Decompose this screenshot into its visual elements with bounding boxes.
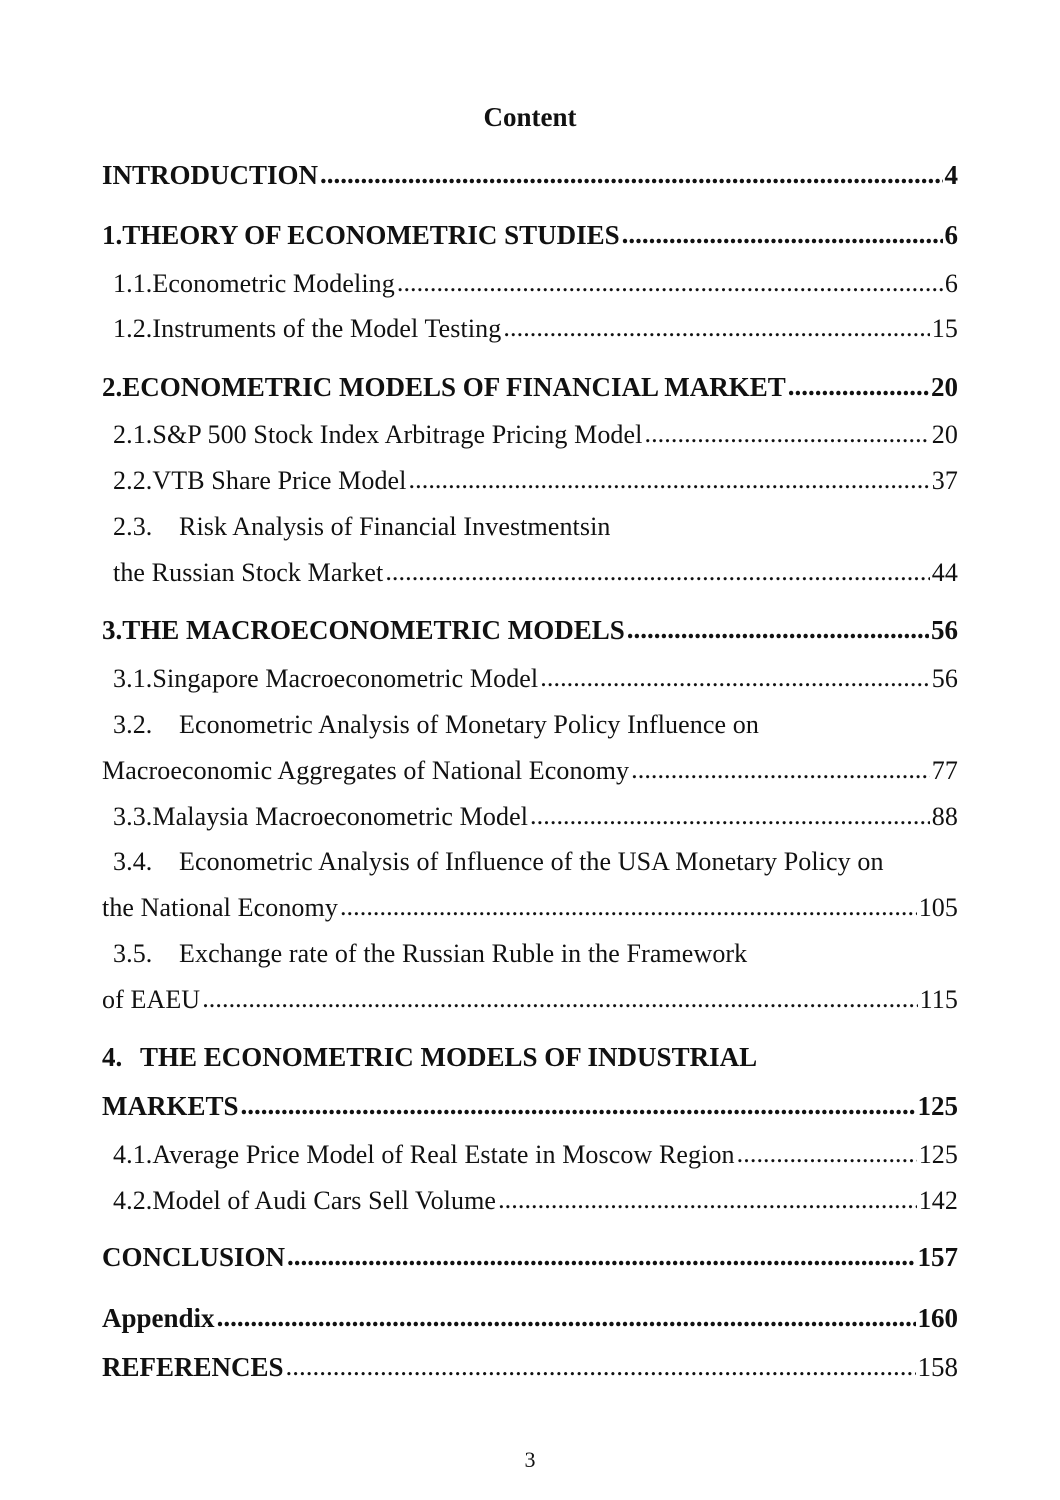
toc-label: INTRODUCTION [102,160,319,190]
toc-number: 3.3. [113,802,153,831]
toc-leader [788,369,929,403]
toc-number: 2.2. [113,466,153,495]
toc-page: 20 [931,372,958,402]
toc-chapter-4-continued[interactable] [102,1089,958,1123]
toc-label: Malaysia Macroeconometric Model [152,802,529,831]
toc-leader [320,157,942,191]
toc-section-1-2[interactable] [113,312,958,346]
toc-section-2-1[interactable] [113,418,958,452]
toc-section-3-5[interactable] [113,937,747,971]
toc-page: 88 [931,802,958,831]
toc-page: 56 [931,615,958,645]
toc-section-1-1[interactable] [113,267,958,301]
toc-label: Appendix [102,1303,215,1333]
page-title: Content [483,102,577,132]
toc-page: 44 [931,558,958,587]
toc-section-3-4[interactable] [113,845,884,879]
toc-label: Instruments of the Model Testing [152,314,502,343]
toc-section-3-4-continued[interactable] [102,891,958,925]
toc-label: Model of Audi Cars Sell Volume [152,1186,497,1215]
toc-leader [737,1137,917,1171]
toc-page: 6 [944,269,958,298]
toc-label: THE ECONOMETRIC MODELS OF INDUSTRIAL [140,1042,758,1072]
toc-appendix[interactable] [102,1301,958,1335]
toc-number: 3.1. [113,664,153,693]
toc-label: VTB Share Price Model [152,466,407,495]
toc-leader [241,1088,916,1122]
toc-label: MARKETS [102,1091,239,1121]
toc-section-2-3-continued[interactable] [113,556,958,590]
toc-page: 37 [931,466,958,495]
toc-leader [644,417,929,451]
toc-number: 4. [102,1042,123,1072]
toc-leader [409,463,930,497]
toc-label: REFERENCES [102,1352,284,1382]
toc-number: 2.1. [113,420,153,449]
toc-label: CONCLUSION [102,1242,286,1272]
toc-page: 157 [917,1242,958,1272]
toc-label: THE MACROECONOMETRIC MODELS [122,615,625,645]
toc-number: 2. [102,372,123,402]
toc-section-3-1[interactable] [113,662,958,696]
toc-leader [286,1349,916,1383]
toc-page: 158 [917,1352,958,1382]
toc-number: 2.3. [113,512,153,541]
toc-references[interactable] [102,1350,958,1384]
toc-page: 160 [917,1303,958,1333]
toc-label: Singapore Macroeconometric Model [152,664,539,693]
toc-introduction[interactable] [102,158,958,192]
toc-leader [503,311,929,345]
toc-page: 4 [944,160,958,190]
toc-section-4-1[interactable] [113,1138,958,1172]
toc-label: THEORY OF ECONOMETRIC STUDIES [122,220,620,250]
toc-label: the Russian Stock Market [113,558,384,587]
toc-label: the National Economy [102,893,338,922]
toc-label: Econometric Modeling [152,269,395,298]
toc-label: Econometric Analysis of Influence of the USA Monetary Policy on [179,847,884,876]
toc-section-3-3[interactable] [113,800,958,834]
toc-chapter-1[interactable] [102,218,958,252]
toc-page: 115 [919,985,958,1014]
toc-leader [530,799,930,833]
toc-label: Exchange rate of the Russian Ruble in the Framework [179,939,748,968]
toc-page: 125 [918,1140,958,1169]
toc-leader [202,982,917,1016]
toc-leader [627,612,929,646]
toc-leader [397,266,943,300]
toc-section-3-5-continued[interactable] [102,983,958,1017]
toc-page: 105 [918,893,958,922]
toc-number: 4.1. [113,1140,153,1169]
toc-leader [385,555,929,589]
toc-page: 20 [931,420,958,449]
toc-page: 125 [917,1091,958,1121]
toc-number: 4.2. [113,1186,153,1215]
toc-label: ECONOMETRIC MODELS OF FINANCIAL MARKET [122,372,786,402]
toc-leader [622,217,943,251]
toc-conclusion[interactable] [102,1240,958,1274]
toc-page: 142 [918,1186,958,1215]
toc-page: 56 [931,664,958,693]
toc-label: Econometric Analysis of Monetary Policy Influence on [179,710,759,739]
toc-number: 1.2. [113,314,153,343]
toc-leader [340,890,917,924]
toc-section-4-2[interactable] [113,1184,958,1218]
toc-chapter-4[interactable] [102,1040,757,1074]
toc-leader [631,753,930,787]
page-number: 3 [524,1447,536,1472]
toc-label: Macroeconomic Aggregates of National Economy [102,756,630,785]
toc-number: 1. [102,220,123,250]
toc-number: 3. [102,615,123,645]
toc-page: 6 [944,220,958,250]
toc-label: of EAEU [102,985,201,1014]
toc-number: 3.2. [113,710,153,739]
toc-section-3-2[interactable] [113,708,759,742]
toc-leader [540,661,930,695]
toc-number: 1.1. [113,269,153,298]
toc-number: 3.5. [113,939,153,968]
toc-label: Risk Analysis of Financial Investmentsin [179,512,611,541]
toc-section-2-2[interactable] [113,464,958,498]
toc-chapter-2[interactable] [102,370,958,404]
toc-leader [217,1300,916,1334]
toc-label: Average Price Model of Real Estate in Moscow Region [152,1140,735,1169]
toc-leader [287,1239,915,1273]
toc-section-2-3[interactable] [113,510,611,544]
toc-leader [498,1183,917,1217]
toc-label: S&P 500 Stock Index Arbitrage Pricing Model [152,420,643,449]
toc-chapter-3[interactable] [102,613,958,647]
toc-page: 15 [931,314,958,343]
toc-page: 77 [931,756,958,785]
toc-number: 3.4. [113,847,153,876]
toc-section-3-2-continued[interactable] [102,754,958,788]
